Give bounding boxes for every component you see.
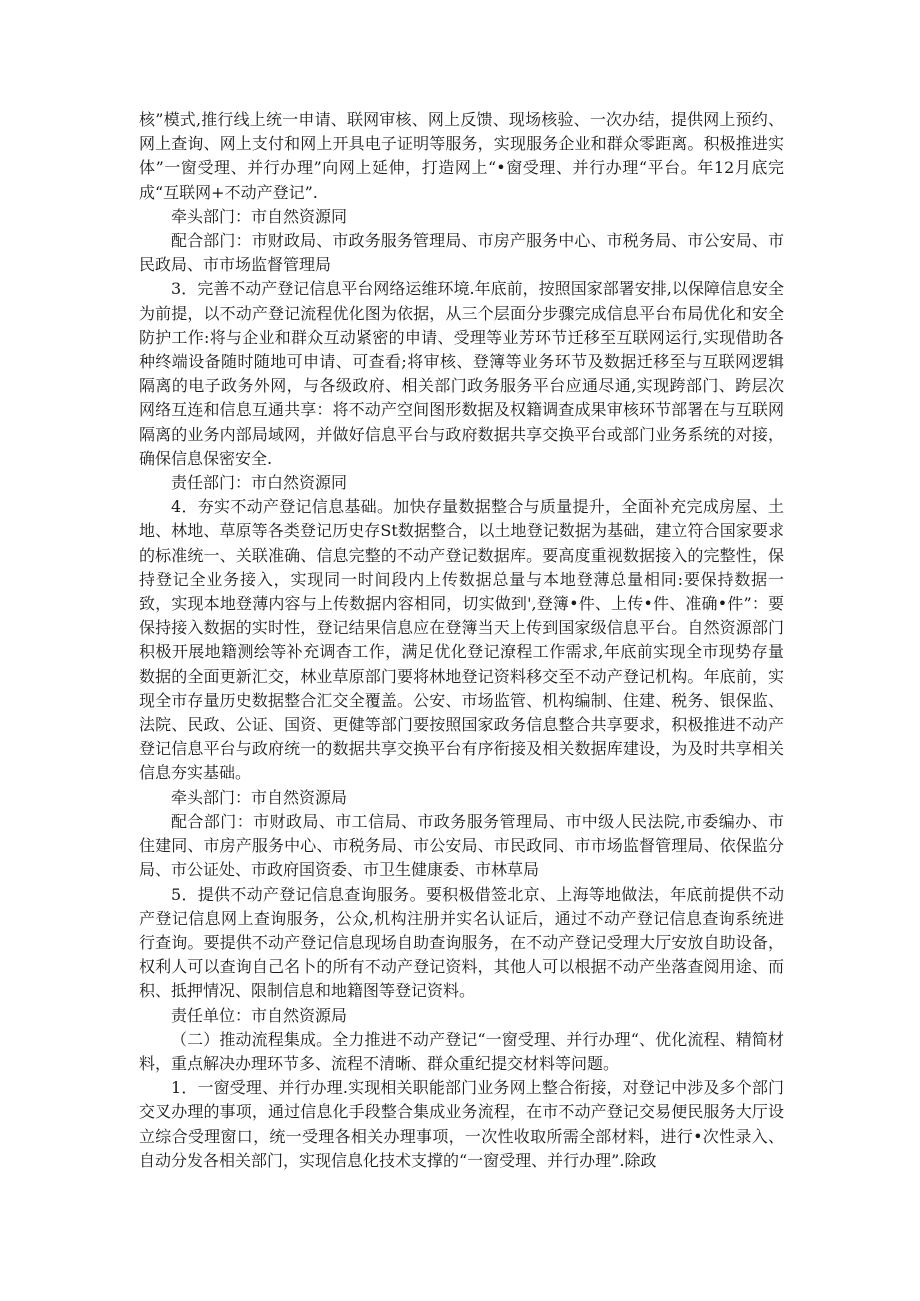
responsible-unit-5: 责任单位：市自然资源局 <box>171 1005 348 1025</box>
paragraph-item-5: 5．提供不动产登记信息查询服务。要积极借签北京、上海等地做法，年底前提供不动产登记信息网上查询服务，公众,机构注册并实名认证后，通过不动产登记信息查询系统进行查询。要提供不动产登记信息现场自助查询服务，在不动产登记受理大厅安放自助设备，权利人可以查询自己名卜的所有不动产登记资料，其他人可以根据不动产坐落查阅用途、而积、抵押情况、限制信息和地籍图等登记资料。 <box>139 884 784 1001</box>
paragraph-item-4: 4．夯实不动产登记信息基础。加快存量数据整合与质量提升，全面补充完成房屋、土地、林地、草原等各类登记历史存St数据整合，以土地登记数据为基础，建立符合国家要求的标准统一、关联准确、信息完整的不动产登记数据库。要高度重视数据接入的完整性，保持登记全业务接入，实现同一时间段内上传数据总量与本地登薄总量相同:要保持数据一致，实现本地登薄内容与上传数据内容相同，切实做到',登簿•件、上传•件、准确•件”：要保持接入数据的实时性，登记结果信息应在登簿当天上传到国家级信息平台。自然资源部门积极开展地籍测绘等补充调杳工作，满足优化登记潦程工作需求,年底前实现全市现势存量数据的全面更新汇交，林业草原部门要将林地登记资料移交至不动产登记机构。年底前，实现全市存量历史数据整合汇交全覆盖。公安、市场监管、机构编制、住建、税务、银保监、法院、民政、公证、国资、更健等部门要按照国家政务信息整合共享要求，积极推进不动产登记信息平台与政府统一的数据共享交换平台有序衔接及相关数据库建设，为及时共享相关信息夯实基础。 <box>139 497 784 783</box>
paragraph-continuation-online-registration: 核”模式,推行线上统一申请、联网审核、网上反馈、现场核验、一次办结，提供网上预约、网上查询、网上支付和网上开具电子证明等服务，实现服务企业和群众零距离。积极推进实体”一窗受理、并行办理”向网上延伸，打造网上“•窗受理、并行办理“平台。年12月底完成“互联网+不动产登记”. <box>139 110 784 202</box>
cooperating-departments-4: 配合部门：市财政局、市工信局、市政务服务管理局、市中级人民法院,市委编办、市住建同、市房产服务中心、市税务局、市公安局、市民政同、市市场监督管理局、依保监分局、市公证处、市政府国资委、市卫生健康委、市林草局 <box>139 811 784 880</box>
lead-department-1: 牵头部门：市自然资源同 <box>171 206 348 226</box>
paragraph-item-3: 3．完善不动产登记信息平台网络运维环境.年底前，按照国家部署安排,以保障信息安全为前提，以不动产登记流程优化图为依据，从三个层面分步骤完成信息平台布局优化和安全防护工作:将与企业和群众互动紧密的申请、受理等业芳环节迁移至互联网运行,实现借助各种终端设备随时随地可申请、可查看;将审核、登簿等业务环节及数据迁移至与互联网逻辑隔离的电子政务外网，与各级政府、相关部门政务服务平台应通尽通,实现跨部门、跨层次网络互连和信息互通共享：将不动产空间图形数据及权籍调查成果审核环节部署在与互联网隔离的业务内部局域网，并做好信息平台与政府数据共享交换平台或部门业务系统的对接，确保信息保密安全. <box>139 279 784 468</box>
paragraph-item-1-one-window: 1．一窗受理、并行办理.实现相关职能部门业务网上整合衔接，对登记中涉及多个部门交叉办理的事项，通过信息化手段整合集成业务流程，在市不动产登记交易便民服务大厅设立综合受理窗口，统一受理各相关办理事项，一次性收取所需全部材料，进行•次性录入、自动分发各相关部门，实现信息化技术支撑的“一窗受理、并行办理”.除政 <box>139 1078 784 1170</box>
cooperating-departments-1: 配合部门：市财政局、市政务服务管理局、市房产服务中心、市税务局、市公安局、市民政局、市市场监督管理局 <box>139 231 784 275</box>
responsible-department-3: 责任部门：市白然资源同 <box>171 473 348 493</box>
document-page <box>139 108 784 1173</box>
lead-department-4: 牵头部门：市自然资源局 <box>171 787 348 807</box>
section-heading-process-integration: （二）推动流程集成。全力推进不动产登记“一窗受理、并行办理“、优化流程、精简材料，重点解决办理环节多、流程不清晰、群众重纪提交材料等问题。 <box>139 1029 784 1073</box>
